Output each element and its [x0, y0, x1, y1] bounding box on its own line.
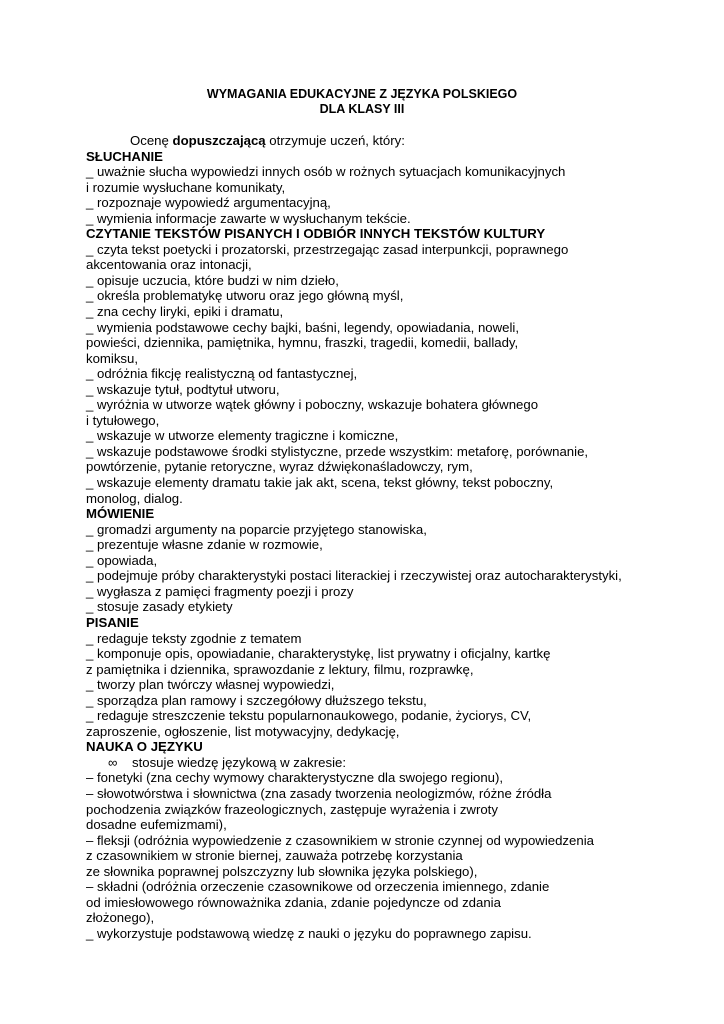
list-item: _ podejmuje próby charakterystyki postaci literackiej i rzeczywistej oraz autocharakterystyki,	[86, 568, 622, 584]
section-heading-pisanie: PISANIE	[86, 614, 139, 630]
document-subtitle: DLA KLASY III	[319, 102, 405, 116]
list-item: _ wskazuje w utworze elementy tragiczne i komiczne,	[86, 428, 399, 444]
section-heading-mowienie: MÓWIENIE	[86, 506, 155, 522]
list-item: _ tworzy plan twórczy własnej wypowiedzi,	[86, 677, 335, 693]
list-item: – składni (odróżnia orzeczenie czasownikowe od orzeczenia imiennego, zdanie	[86, 879, 550, 895]
list-item: pochodzenia związków frazeologicznych, zastępuje wyrażenia i zwroty	[86, 801, 498, 817]
intro-after: otrzymuje uczeń, który:	[265, 133, 405, 148]
list-item: _ opisuje uczucia, które budzi w nim dzieło,	[86, 272, 339, 288]
section-heading-sluchanie: SŁUCHANIE	[86, 148, 163, 164]
list-item: _ wymienia podstawowe cechy bajki, baśni, legendy, opowiadania, noweli,	[86, 319, 519, 335]
grade-name: dopuszczającą	[172, 133, 266, 148]
list-item: zaproszenie, ogłoszenie, list motywacyjny, dedykację,	[86, 723, 400, 739]
intro-line	[86, 133, 646, 149]
list-item: akcentowania oraz intonacji,	[86, 257, 252, 273]
list-item: _ redaguje teksty zgodnie z tematem	[86, 630, 302, 646]
document-body	[86, 133, 646, 941]
section-sluchanie	[86, 164, 646, 226]
list-item: monolog, dialog.	[86, 490, 183, 506]
list-item: _ wyróżnia w utworze wątek główny i poboczny, wskazuje bohatera głównego	[86, 397, 539, 413]
list-item: i tytułowego,	[86, 412, 160, 428]
list-item: i rozumie wysłuchane komunikaty,	[86, 179, 286, 195]
list-item: _ uważnie słucha wypowiedzi innych osób w rożnych sytuacjach komunikacyjnych	[86, 164, 566, 180]
list-item: _ prezentuje własne zdanie w rozmowie,	[86, 537, 323, 553]
section-heading-czytanie: CZYTANIE TEKSTÓW PISANYCH I ODBIÓR INNYCH TEKSTÓW KULTURY	[86, 226, 546, 242]
bullet-item	[86, 755, 646, 771]
intro-before: Ocenę	[130, 133, 173, 148]
section-nauka	[86, 755, 646, 942]
list-item: _ wskazuje elementy dramatu takie jak akt, scena, tekst główny, tekst poboczny,	[86, 475, 554, 491]
list-item: _ odróżnia fikcję realistyczną od fantastycznej,	[86, 366, 358, 382]
list-item: – fleksji (odróżnia wypowiedzenie z czasownikiem w stronie czynnej od wypowiedzenia	[86, 832, 594, 848]
list-item: _ gromadzi argumenty na poparcie przyjętego stanowiska,	[86, 521, 427, 537]
list-item: _ stosuje zasady etykiety	[86, 599, 233, 615]
document-title: WYMAGANIA EDUKACYJNE Z JĘZYKA POLSKIEGO	[206, 87, 518, 101]
list-item: _ wykorzystuje podstawową wiedzę z nauki o języku do poprawnego zapisu.	[86, 925, 532, 941]
section-czytanie	[86, 242, 646, 506]
list-item: z pamiętnika i dziennika, sprawozdanie z lektury, filmu, rozprawkę,	[86, 661, 474, 677]
list-item: powtórzenie, pytanie retoryczne, wyraz dźwiękonaśladowczy, rym,	[86, 459, 473, 475]
infinity-bullet-icon: ∞	[108, 754, 118, 770]
list-item: _ określa problematykę utworu oraz jego główną myśl,	[86, 288, 404, 304]
list-item: od imiesłowowego równoważnika zdania, zdanie pojedyncze od zdania	[86, 894, 501, 910]
list-item: _ wymienia informacje zawarte w wysłuchanym tekście.	[86, 210, 411, 226]
list-item: _ sporządza plan ramowy i szczegółowy dłuższego tekstu,	[86, 692, 427, 708]
list-item: powieści, dziennika, pamiętnika, hymnu, fraszki, tragedii, komedii, ballady,	[86, 335, 519, 351]
list-item: _ zna cechy liryki, epiki i dramatu,	[86, 304, 284, 320]
bullet-text: stosuje wiedzę językową w zakresie:	[132, 754, 347, 770]
section-heading-nauka: NAUKA O JĘZYKU	[86, 739, 203, 755]
list-item: _ wygłasza z pamięci fragmenty poezji i prozy	[86, 583, 354, 599]
list-item: _ redaguje streszczenie tekstu popularnonaukowego, podanie, życiorys, CV,	[86, 708, 532, 724]
section-mowienie	[86, 522, 646, 615]
list-item: dosadne eufemizmami),	[86, 817, 227, 833]
list-item: _ wskazuje podstawowe środki stylistyczne, przede wszystkim: metaforę, porównanie,	[86, 443, 589, 459]
list-item: _ komponuje opis, opowiadanie, charakterystykę, list prywatny i oficjalny, kartkę	[86, 646, 551, 662]
list-item: złożonego),	[86, 910, 155, 926]
section-pisanie	[86, 631, 646, 740]
list-item: _ czyta tekst poetycki i prozatorski, przestrzegając zasad interpunkcji, poprawnego	[86, 241, 569, 257]
list-item: _ rozpoznaje wypowiedź argumentacyjną,	[86, 195, 331, 211]
list-item: _ opowiada,	[86, 552, 158, 568]
list-item: _ wskazuje tytuł, podtytuł utworu,	[86, 381, 280, 397]
list-item: komiksu,	[86, 350, 139, 366]
list-item: z czasownikiem w stronie biernej, zauważa potrzebę korzystania	[86, 848, 463, 864]
list-item: – fonetyki (zna cechy wymowy charakterystyczne dla swojego regionu),	[86, 770, 504, 786]
list-item: – słowotwórstwa i słownictwa (zna zasady tworzenia neologizmów, różne źródła	[86, 785, 552, 801]
list-item: ze słownika poprawnej polszczyzny lub słownika języka polskiego),	[86, 863, 478, 879]
